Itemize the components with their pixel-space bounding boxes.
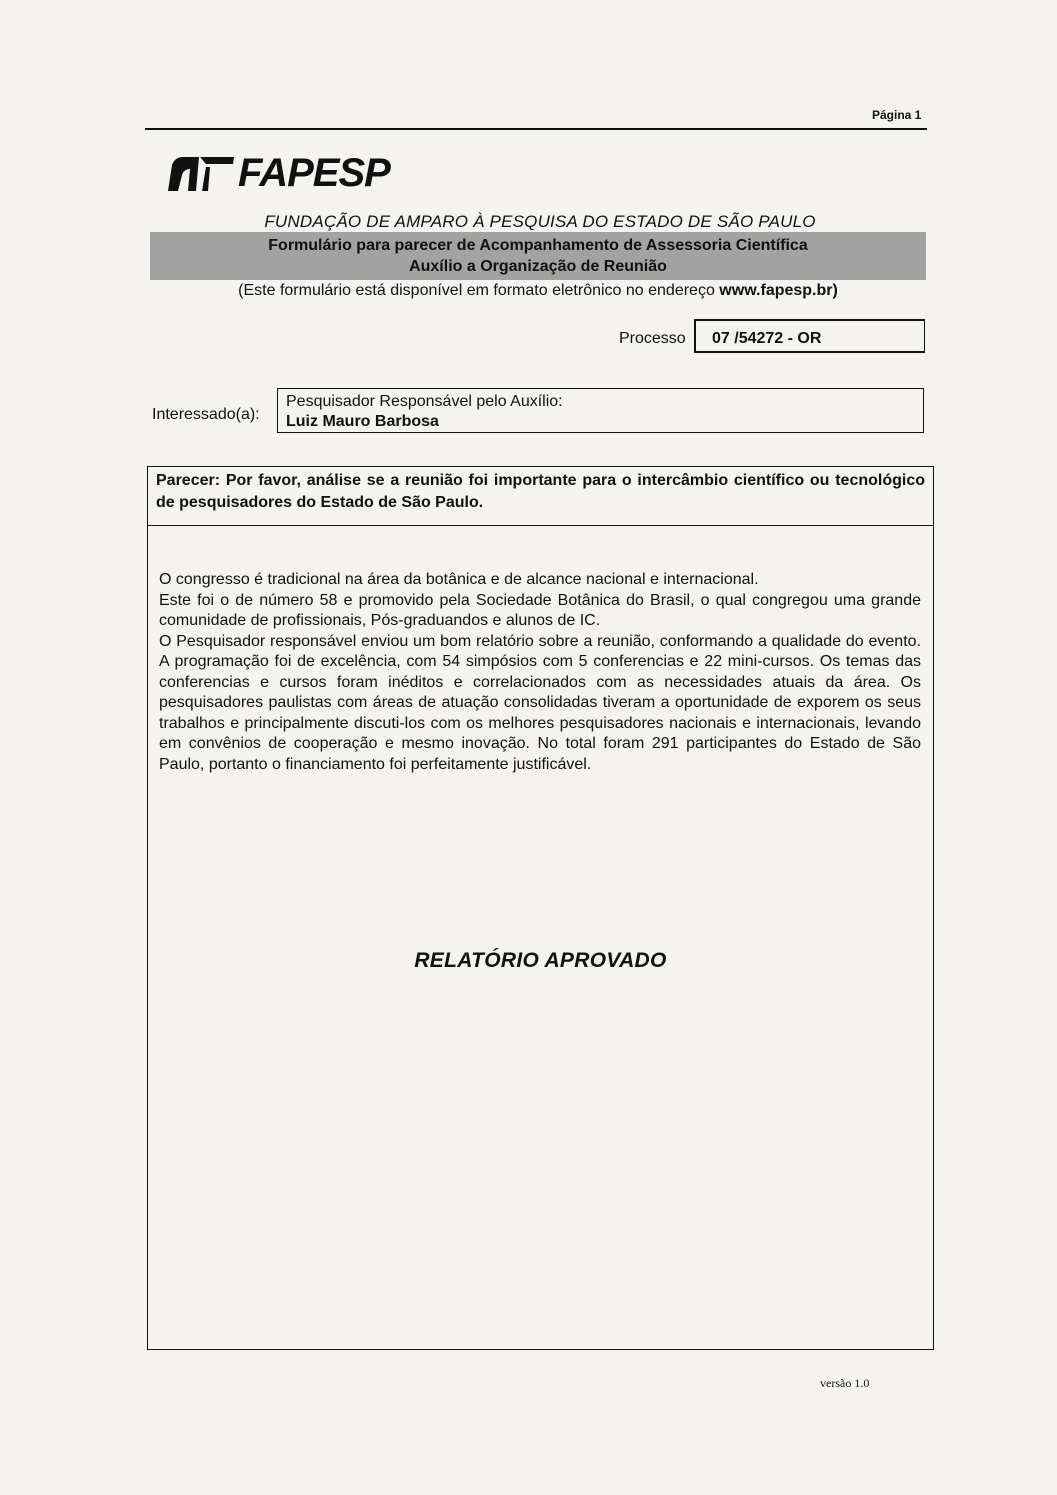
parecer-box: [147, 466, 934, 1350]
interessado-field: [277, 388, 924, 433]
form-subtitle: Auxílio a Organização de Reunião: [409, 258, 667, 275]
fapesp-logo-icon: [166, 153, 236, 193]
parecer-paragraph: O Pesquisador responsável enviou um bom relatório sobre a reunião, conformando a qualidade do evento. A programação foi de excelência, com 54 simpósios com 5 conferencias e 22 mini-cursos. Os temas das conferencias e cursos foram inéditos e correlacionados com as necessidades atuais da área. Os pesquisadores paulistas com áreas de atuação consolidadas tiveram a oportunidade de exporem os seus trabalhos e principalmente discuti-los com os melhores pesquisadores nacionais e internacionais, levando em convênios de cooperação e mesmo inovação. No total foram 291 participantes do Estado de São Paulo, portanto o financiamento foi perfeitamente justificável.: [159, 632, 921, 773]
availability-note: [150, 282, 926, 300]
parecer-paragraph: Este foi o de número 58 e promovido pela Sociedade Botânica do Brasil, o qual congregou uma grande comunidade de profissionais, Pós-graduandos e alunos de IC.: [159, 591, 921, 629]
interessado-name: Luiz Mauro Barbosa: [286, 413, 439, 430]
availability-note-text: (Este formulário está disponível em formato eletrônico no endereço: [238, 282, 720, 299]
page-number: Página 1: [872, 108, 922, 122]
logo-wordmark: FAPESP: [238, 151, 390, 195]
availability-note-url: www.fapesp.br): [719, 282, 838, 299]
verdict-stamp: RELATÓRIO APROVADO: [414, 949, 667, 972]
parecer-paragraph: O congresso é tradicional na área da botânica e de alcance nacional e internacional.: [159, 571, 759, 588]
interessado-label: Interessado(a):: [152, 406, 260, 423]
version-label: versão 1.0: [820, 1376, 870, 1390]
foundation-name: FUNDAÇÃO DE AMPARO À PESQUISA DO ESTADO DE SÃO PAULO: [264, 212, 816, 231]
fapesp-logo: [166, 150, 390, 196]
processo-label: Processo: [619, 330, 686, 347]
parecer-text: [159, 570, 921, 775]
interessado-role: Pesquisador Responsável pelo Auxílio:: [286, 393, 563, 410]
header-rule: [145, 128, 927, 130]
form-title-band: [150, 232, 926, 280]
parecer-question: Parecer: Por favor, análise se a reunião foi importante para o intercâmbio científico ou tecnológico de pesquisadores do Estado de São Paulo.: [148, 467, 933, 526]
processo-field: 07 /54272 - OR: [694, 319, 925, 353]
form-title: Formulário para parecer de Acompanhamento de Assessoria Científica: [268, 237, 808, 254]
